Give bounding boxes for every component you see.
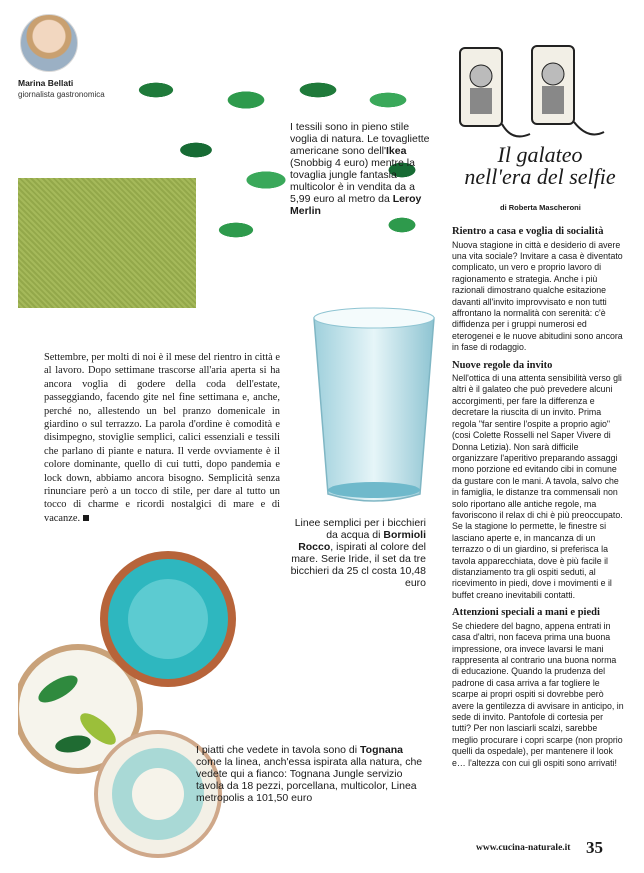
tropical-tablecloth-image-top [288, 60, 433, 130]
caption-textiles: I tessili sono in pieno stile voglia di natura. Le tovagliette americane sono dell'Ikea (Snobbig 4 euro) mentre la tovaglia jungle fantasia multicolor è in vendita da a 5,99 euro al metro da Leroy Merlin [290, 121, 430, 217]
column-byline: di Roberta Mascheroni [500, 203, 581, 212]
selfie-illustration [452, 44, 612, 144]
author-role: giornalista gastronomica [18, 90, 105, 99]
section-text: Nuova stagione in città e desiderio di avere una vita sociale? Invitare a casa è diventato complicato, un vero e proprio lavoro di ragionamento e strategia. Anche i più razionali dimostrano qualche esitazione davanti all'invito improvvisato e non tutti affrontano la normalità con serenità: c'è diffidenza per i gruppi numerosi ed eterogenei e le nuove abitudini sono ancora in fase di rodaggio. [452, 239, 623, 353]
footer-url: www.cucina-naturale.it [476, 843, 571, 853]
author-name: Marina Bellati [18, 78, 74, 88]
green-placemat-image [18, 178, 196, 308]
author-avatar [20, 14, 78, 72]
end-mark-icon [83, 515, 89, 521]
page-number: 35 [586, 838, 603, 857]
section-text: Se chiedere del bagno, appena entrati in casa d'altri, non faceva prima una buona impressione, ora invece lavarsi le mani rappresenta al contrario una buona norma di educazione. Quando la prudenza del padrone di casa arriva a far togliere le scarpe ai propri ospiti si dovrebbe però avere la gentilezza di avvisare in anticipo, in sede di invito. Pantofole di cortesia per tutti? Per non lasciarli scalzi, sarebbe meglio procurare i copri scarpe (non proprio quelli da ospedale), per mantenere il look e… l'altezza con cui gli ospiti sono arrivati! [452, 620, 624, 768]
plates-image [18, 549, 276, 859]
column-title: Il galateo nell'era del selfie [464, 142, 616, 189]
section-text: Nell'ottica di una attenta sensibilità verso gli altri è il galateo che può prevedere alcuni accorgimenti, per fare la differenza e decretare la riuscita di un invito. Prima regola "far sentire l'ospite a proprio agio" (cosi Colette Rosselli nel Saper Vivere di Donna Letizia). Non sarà difficile organizzare l'aperitivo preparando assaggi mono porzione ed evitando cibi in comune da gustare con le mani. A tavola, salvo che in famiglia, le distanze tra commensali non solo riportano alle antiche regole, ma favoriscono il relax di chi è più preoccupato. Se la stagione lo permette, le finestre si lasciano aperte e, in mancanza di un terrazzo o di un giardino, si preferisca la tavola apparecchiata, dove è più facile il distanziamento tra gli ospiti seduti, al ricevimento in piedi, dove i movimenti e il buffet creano inevitabili contatti. [452, 373, 623, 600]
column-text [452, 220, 624, 769]
section-heading: Attenzioni speciali a mani e piedi [452, 607, 600, 619]
caption-plates: I piatti che vedete in tavola sono di Tognana come la linea, anch'essa ispirata alla natura, che vedete qui a fianco: Tognana Jungle servizio tavola da 18 pezzi, porcellana, multicolor, Linea metropolis a 101,50 euro [196, 744, 423, 804]
section-heading: Rientro a casa e voglia di socialità [452, 226, 604, 237]
caption-glasses: Linee semplici per i bicchieri da acqua di Bormioli Rocco, ispirati al colore del mare. Serie Iride, il set da tre bicchieri da 25 cl costa 10,48 euro [290, 517, 426, 589]
article-body: Settembre, per molti di noi è il mese del rientro in città e al lavoro. Dopo settimane trascorse all'aria aperta si ha ancora voglia di godere della coda dell'estate, passeggiando, facendo gite nel fine settimana e, anche, perché no, allestendo un bel pranzo domenicale in giardino o sul terrazzo. La parola d'ordine è comodità e disimpegno, stoviglie semplici, calici essenziali e tessili che parlano di piante e natura. Il verde ovviamente è il colore dominante, quello di cui tutti, dopo pandemia e lock down, abbiamo ancora bisogno. Semplicità senza rinunciare però a un tocco di stile, per dare al tutto un tocco di charme e ricordi nostalgici di mare e di vacanze. [44, 352, 280, 524]
water-glass-image [308, 304, 440, 509]
section-heading: Nuove regole da invito [452, 359, 553, 371]
